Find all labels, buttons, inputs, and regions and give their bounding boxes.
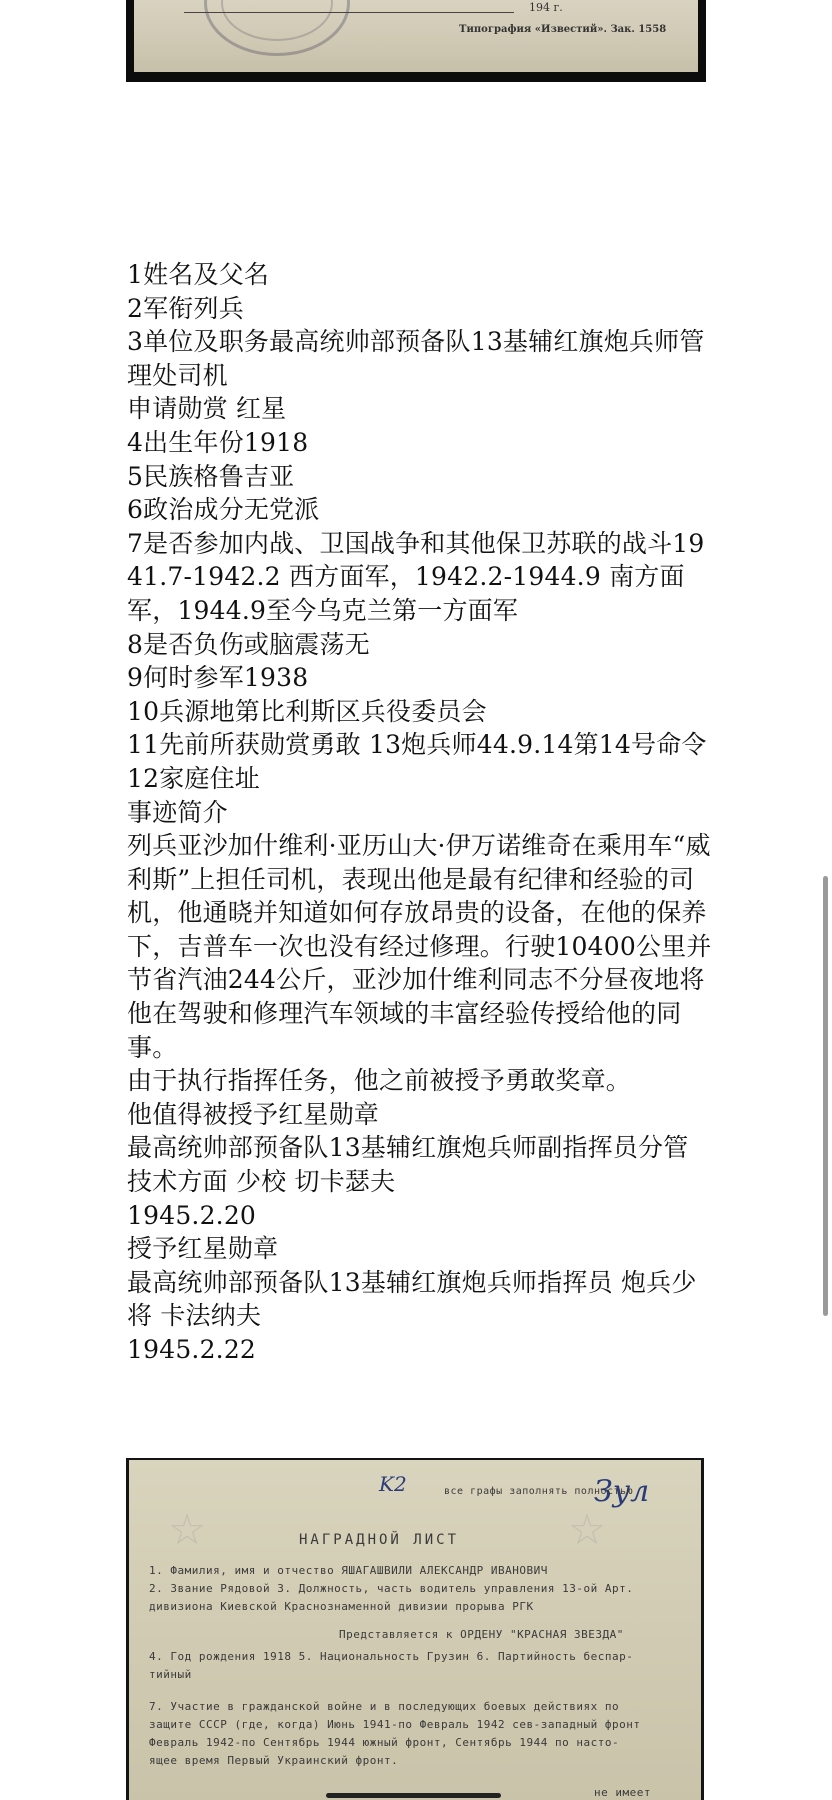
text-line: 6政治成分无党派 (127, 495, 320, 525)
header-note: все графы заполнять полностью (444, 1486, 634, 1497)
scrollbar[interactable] (823, 876, 828, 1316)
scan-printer-text: Типография «Известий». Зак. 1558 (459, 24, 667, 35)
sheet-row: Представляется к ОРДЕНУ "КРАСНАЯ ЗВЕЗДА" (339, 1628, 624, 1641)
sheet-row: Февраль 1942-по Сентябрь 1944 южный фронт, Сентябрь 1944 по насто- (149, 1736, 620, 1749)
star-watermark-icon: ☆ (569, 1490, 606, 1560)
text-line: 11先前所获勋赏勇敢 13炮兵师44.9.14第14号命令 (127, 730, 707, 760)
sheet-row: 4. Год рождения 1918 5. Национальность Грузин 6. Партийность беспар- (149, 1650, 634, 1663)
sheet-row: 1. Фамилия, имя и отчество ЯШАГАШВИЛИ АЛЕКСАНДР ИВАНОВИЧ (149, 1564, 548, 1577)
sheet-row: дивизиона Киевской Краснознаменной дивизии прорыва РГК (149, 1600, 534, 1613)
text-line: 3单位及职务最高统帅部预备队13基辅红旗炮兵师管理处司机 (127, 327, 705, 390)
text-line: 7是否参加内战、卫国战争和其他保卫苏联的战斗1941.7-1942.2 西方面军，1942.2-1944.9 南方面军，1944.9至今乌克兰第一方面军 (127, 528, 705, 625)
home-indicator[interactable] (326, 1793, 501, 1798)
round-stamp-icon (204, 0, 350, 56)
signature-line (184, 12, 514, 13)
sheet-row: защите СССР (где, когда) Июнь 1941-по Февраль 1942 сев-западный фронт (149, 1718, 641, 1731)
sheet-title: НАГРАДНОЙ ЛИСТ (299, 1532, 460, 1548)
text-line: 8是否负伤或脑震荡无 (127, 629, 370, 659)
text-line: 4出生年份1918 (127, 427, 309, 457)
handwritten-signature: Зул (594, 1474, 650, 1509)
text-line: 9何时参军1938 (127, 663, 309, 693)
scan-paper (129, 1460, 701, 1800)
sheet-row: тийный (149, 1668, 192, 1681)
text-line: 由于执行指挥任务，他之前被授予勇敢奖章。 (127, 1066, 632, 1096)
scan-paper (134, 0, 698, 72)
text-line: 最高统帅部预备队13基辅红旗炮兵师指挥员 炮兵少将 卡法纳夫 (127, 1267, 697, 1331)
text-line: 列兵亚沙加什维利·亚历山大·伊万诺维奇在乘用车“威利斯”上担任司机，表现出他是最有纪律和经验的司机，他通晓并知道如何存放昂贵的设备，在他的保养下，吉普车一次也没有经过修理。行驶10400公里并节省汽油244公斤，亚沙加什维利同志不分昼夜地将他在驾驶和修理汽车领域的丰富经验传授给他的同事。 (127, 831, 712, 1062)
text-line: 1945.2.22 (127, 1335, 257, 1364)
text-line: 1姓名及父名 (127, 260, 270, 289)
text-line: 12家庭住址 (127, 763, 261, 793)
text-line: 1945.2.20 (127, 1200, 257, 1230)
award-sheet-scan (126, 1458, 704, 1800)
sheet-row: ящее время Первый Украинский фронт. (149, 1754, 399, 1767)
text-line: 2军衔列兵 (127, 293, 244, 323)
sheet-row: 2. Звание Рядовой 3. Должность, часть водитель управления 13-ой Арт. (149, 1582, 634, 1595)
text-line: 他值得被授予红星勋章 (127, 1099, 380, 1129)
text-line: 5民族格鲁吉亚 (127, 461, 295, 491)
handwritten-code: K2 (379, 1472, 407, 1496)
sheet-row: 7. Участие в гражданской войне и в последующих боевых действиях по (149, 1700, 620, 1713)
text-line: 最高统帅部预备队13基辅红旗炮兵师副指挥员分管技术方面 少校 切卡瑟夫 (127, 1133, 689, 1197)
text-line: 授予红星勋章 (127, 1234, 279, 1264)
star-watermark-icon: ☆ (169, 1490, 206, 1560)
scan-year: 194 г. (529, 1, 563, 14)
text-line: 申请勋赏 红星 (127, 394, 287, 424)
top-scan-image (126, 0, 706, 82)
sheet-row: не имеет (594, 1786, 651, 1799)
text-line: 事迹简介 (127, 797, 228, 827)
translation-text (127, 258, 712, 1367)
text-line: 10兵源地第比利斯区兵役委员会 (127, 696, 487, 726)
